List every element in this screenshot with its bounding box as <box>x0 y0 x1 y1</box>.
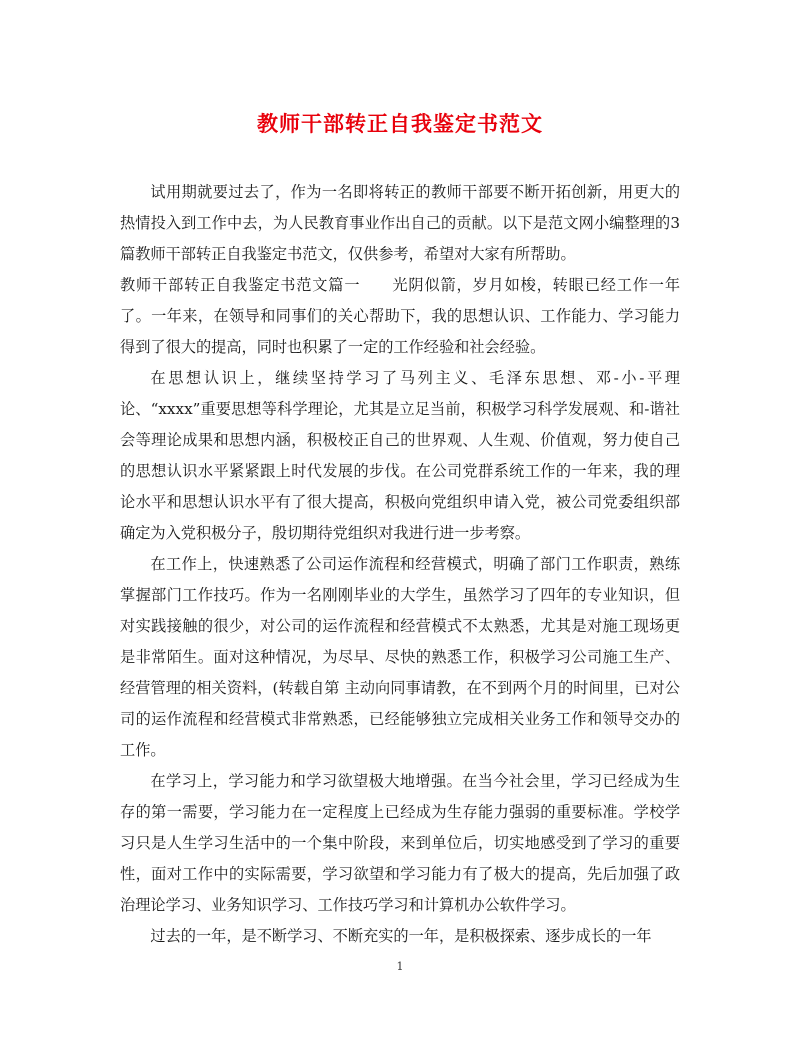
paragraph-summary: 过去的一年，是不断学习、不断充实的一年，是积极探索、逐步成长的一年 <box>150 927 652 945</box>
document-title: 教师干部转正自我鉴定书范文 <box>257 111 543 136</box>
paragraph-ideology: 在思想认识上，继续坚持学习了马列主义、毛泽东思想、邓-小-平理论、“xxxx”重要思想等科学理论，尤其是立足当前，积极学习科学发展观、和-谐社会等理论成果和思想内涵，积极校正自己的世界观、人生观、价值观，努力使自己的思想认识水平紧紧跟上时代发展的步伐。在公司党群系统工作的一年来，我的理论水平和思想认识水平有了很大提高，积极向党组织申请入党，被公司党委组织部确定为入党积极分子，殷切期待党组织对我进行进一步考察。 <box>120 369 680 542</box>
paragraph-article-one-opening: 教师干部转正自我鉴定书范文篇一 光阴似箭，岁月如梭，转眼已经工作一年了。一年来，在领导和同事们的关心帮助下，我的思想认识、工作能力、学习能力得到了很大的提高，同时也积累了一定的工作经验和社会经验。 <box>120 276 680 356</box>
document-body <box>120 177 680 952</box>
paragraph-study: 在学习上，学习能力和学习欲望极大地增强。在当今社会里，学习已经成为生存的第一需要，学习能力在一定程度上已经成为生存能力强弱的重要标准。学校学习只是人生学习生活中的一个集中阶段，来到单位后，切实地感受到了学习的重要性，面对工作中的实际需要，学习欲望和学习能力有了极大的提高，先后加强了政治理论学习、业务知识学习、工作技巧学习和计算机办公软件学习。 <box>120 772 680 914</box>
paragraph-intro: 试用期就要过去了，作为一名即将转正的教师干部要不断开拓创新，用更大的热情投入到工作中去，为人民教育事业作出自己的贡献。以下是范文网小编整理的3篇教师干部转正自我鉴定书范文，仅供参考，希望对大家有所帮助。 <box>120 183 680 263</box>
page-number: 1 <box>396 960 404 973</box>
paragraph-work: 在工作上，快速熟悉了公司运作流程和经营模式，明确了部门工作职责，熟练掌握部门工作技巧。作为一名刚刚毕业的大学生，虽然学习了四年的专业知识，但对实践接触的很少，对公司的运作流程和经营模式不太熟悉，尤其是对施工现场更是非常陌生。面对这种情况，为尽早、尽快的熟悉工作，积极学习公司施工生产、经营管理的相关资料，(转载自第 主动向同事请教，在不到两个月的时间里，已对公司的运作流程和经营模式非常熟悉，已经能够独立完成相关业务工作和领导交办的工作。 <box>120 555 680 759</box>
